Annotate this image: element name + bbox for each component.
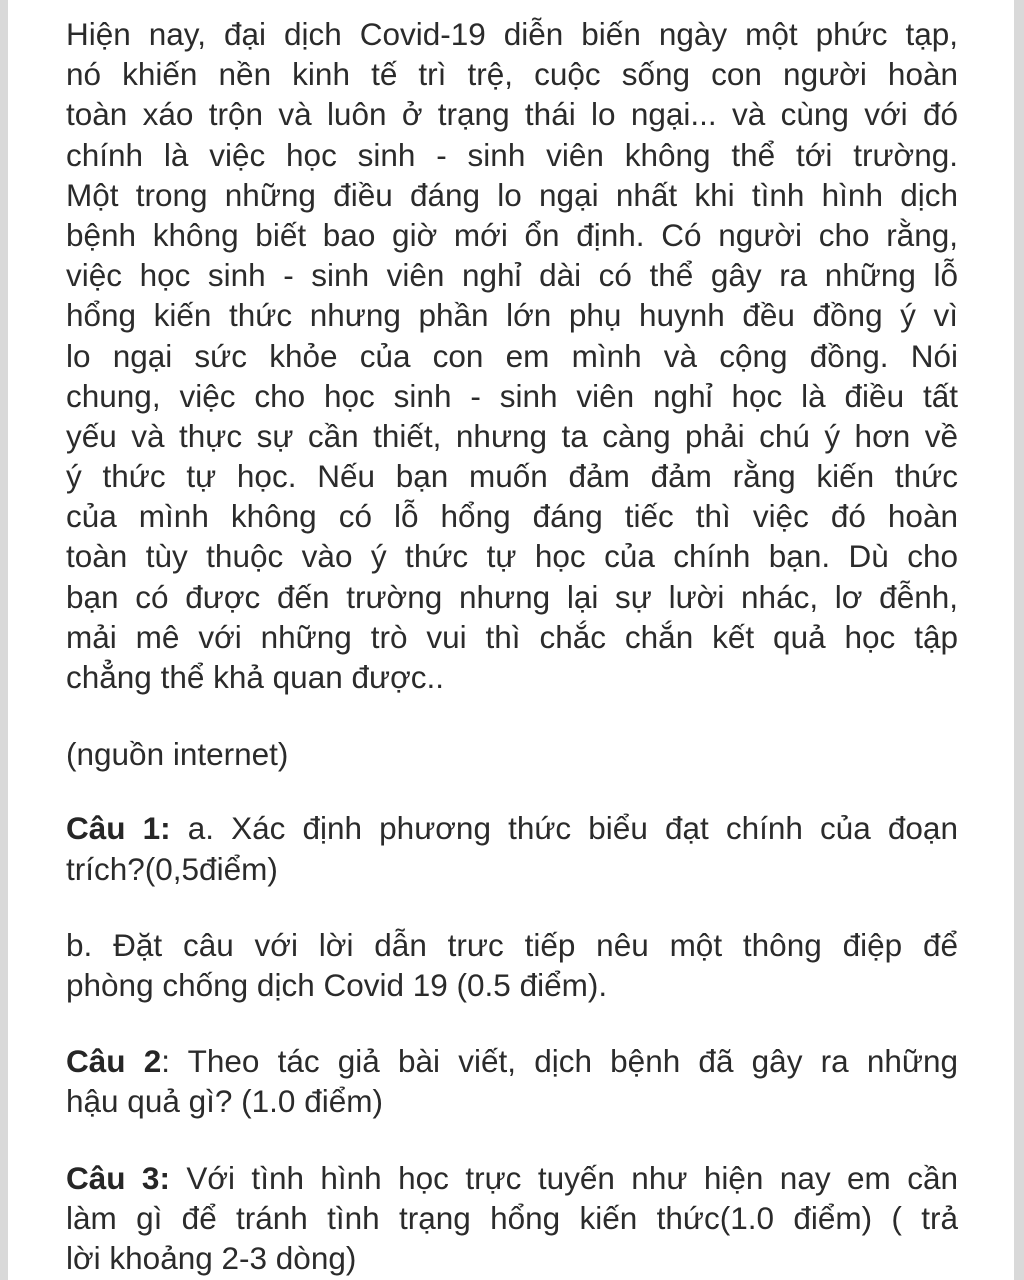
question-1a bbox=[66, 808, 958, 888]
passage-line-11: yếu và thực sự cần thiết, nhưng ta càng phải chú ý hơn về bbox=[66, 417, 958, 454]
passage-line-12: ý thức tự học. Nếu bạn muốn đảm đảm rằng kiến thức bbox=[66, 458, 958, 495]
question-1b bbox=[66, 925, 958, 1005]
passage-line-17: chẳng thể khả quan được.. bbox=[66, 659, 444, 695]
left-frame-border bbox=[0, 0, 8, 1280]
question-2-label: Câu 2 bbox=[66, 1043, 162, 1080]
question-3-line-3: lời khoảng 2-3 dòng) bbox=[66, 1239, 357, 1276]
question-1b-line-1: b. Đặt câu với lời dẫn trưc tiếp nêu một thông điệp để bbox=[66, 926, 958, 963]
passage-line-9: lo ngại sức khỏe của con em mình và cộng đồng. Nói bbox=[66, 337, 958, 374]
question-1-label: Câu 1: bbox=[66, 810, 171, 847]
source-note bbox=[66, 734, 958, 774]
document-page bbox=[66, 14, 958, 1278]
passage-line-16: mải mê với những trò vui thì chắc chắn kết quả học tập bbox=[66, 618, 958, 655]
passage-line-14: toàn tùy thuộc vào ý thức tự học của chính bạn. Dù cho bbox=[66, 538, 958, 575]
question-3-label: Câu 3: bbox=[66, 1159, 170, 1196]
question-3-line-1 bbox=[66, 1158, 958, 1198]
passage-line-2: nó khiến nền kinh tế trì trệ, cuộc sống con người hoàn bbox=[66, 56, 958, 93]
question-3-text: Với tình hình học trực tuyến như hiện nay em cần bbox=[169, 1159, 958, 1196]
right-frame-border bbox=[1014, 0, 1024, 1280]
passage-line-1: Hiện nay, đại dịch Covid-19 diễn biến ngày một phức tạp, bbox=[66, 16, 958, 52]
passage-line-3: toàn xáo trộn và luôn ở trạng thái lo ngại... và cùng với đó bbox=[66, 96, 958, 133]
question-2-line-2: hậu quả gì? (1.0 điểm) bbox=[66, 1083, 383, 1120]
passage-line-4: chính là việc học sinh - sinh viên không thể tới trường. bbox=[66, 136, 958, 173]
passage-line-8: hổng kiến thức nhưng phần lớn phụ huynh đều đồng ý vì bbox=[66, 297, 958, 334]
question-2-text: : Theo tác giả bài viết, dịch bệnh đã gây ra những bbox=[161, 1043, 958, 1080]
question-1a-line-2: trích?(0,5điểm) bbox=[66, 850, 278, 887]
passage-line-10: chung, việc cho học sinh - sinh viên nghỉ học là điều tất bbox=[66, 377, 958, 414]
source-text: (nguồn internet) bbox=[66, 736, 289, 773]
question-3-line-2: làm gì để tránh tình trạng hổng kiến thức(1.0 điểm) ( trả bbox=[66, 1199, 958, 1236]
passage-line-7: việc học sinh - sinh viên nghỉ dài có thể gây ra những lỗ bbox=[66, 257, 958, 294]
question-2 bbox=[66, 1041, 958, 1121]
question-1a-line-1 bbox=[66, 808, 958, 848]
question-3 bbox=[66, 1158, 958, 1279]
passage-line-13: của mình không có lỗ hổng đáng tiếc thì việc đó hoàn bbox=[66, 498, 958, 535]
question-2-line-1 bbox=[66, 1041, 958, 1081]
passage-paragraph bbox=[66, 14, 958, 697]
question-1b-line-2: phòng chống dịch Covid 19 (0.5 điểm). bbox=[66, 966, 608, 1003]
passage-line-15: bạn có được đến trường nhưng lại sự lười nhác, lơ đễnh, bbox=[66, 578, 958, 615]
passage-line-6: bệnh không biết bao giờ mới ổn định. Có người cho rằng, bbox=[66, 216, 958, 253]
question-1a-text: a. Xác định phương thức biểu đạt chính của đoạn bbox=[170, 810, 958, 847]
passage-line-5: Một trong những điều đáng lo ngại nhất khi tình hình dịch bbox=[66, 176, 958, 213]
